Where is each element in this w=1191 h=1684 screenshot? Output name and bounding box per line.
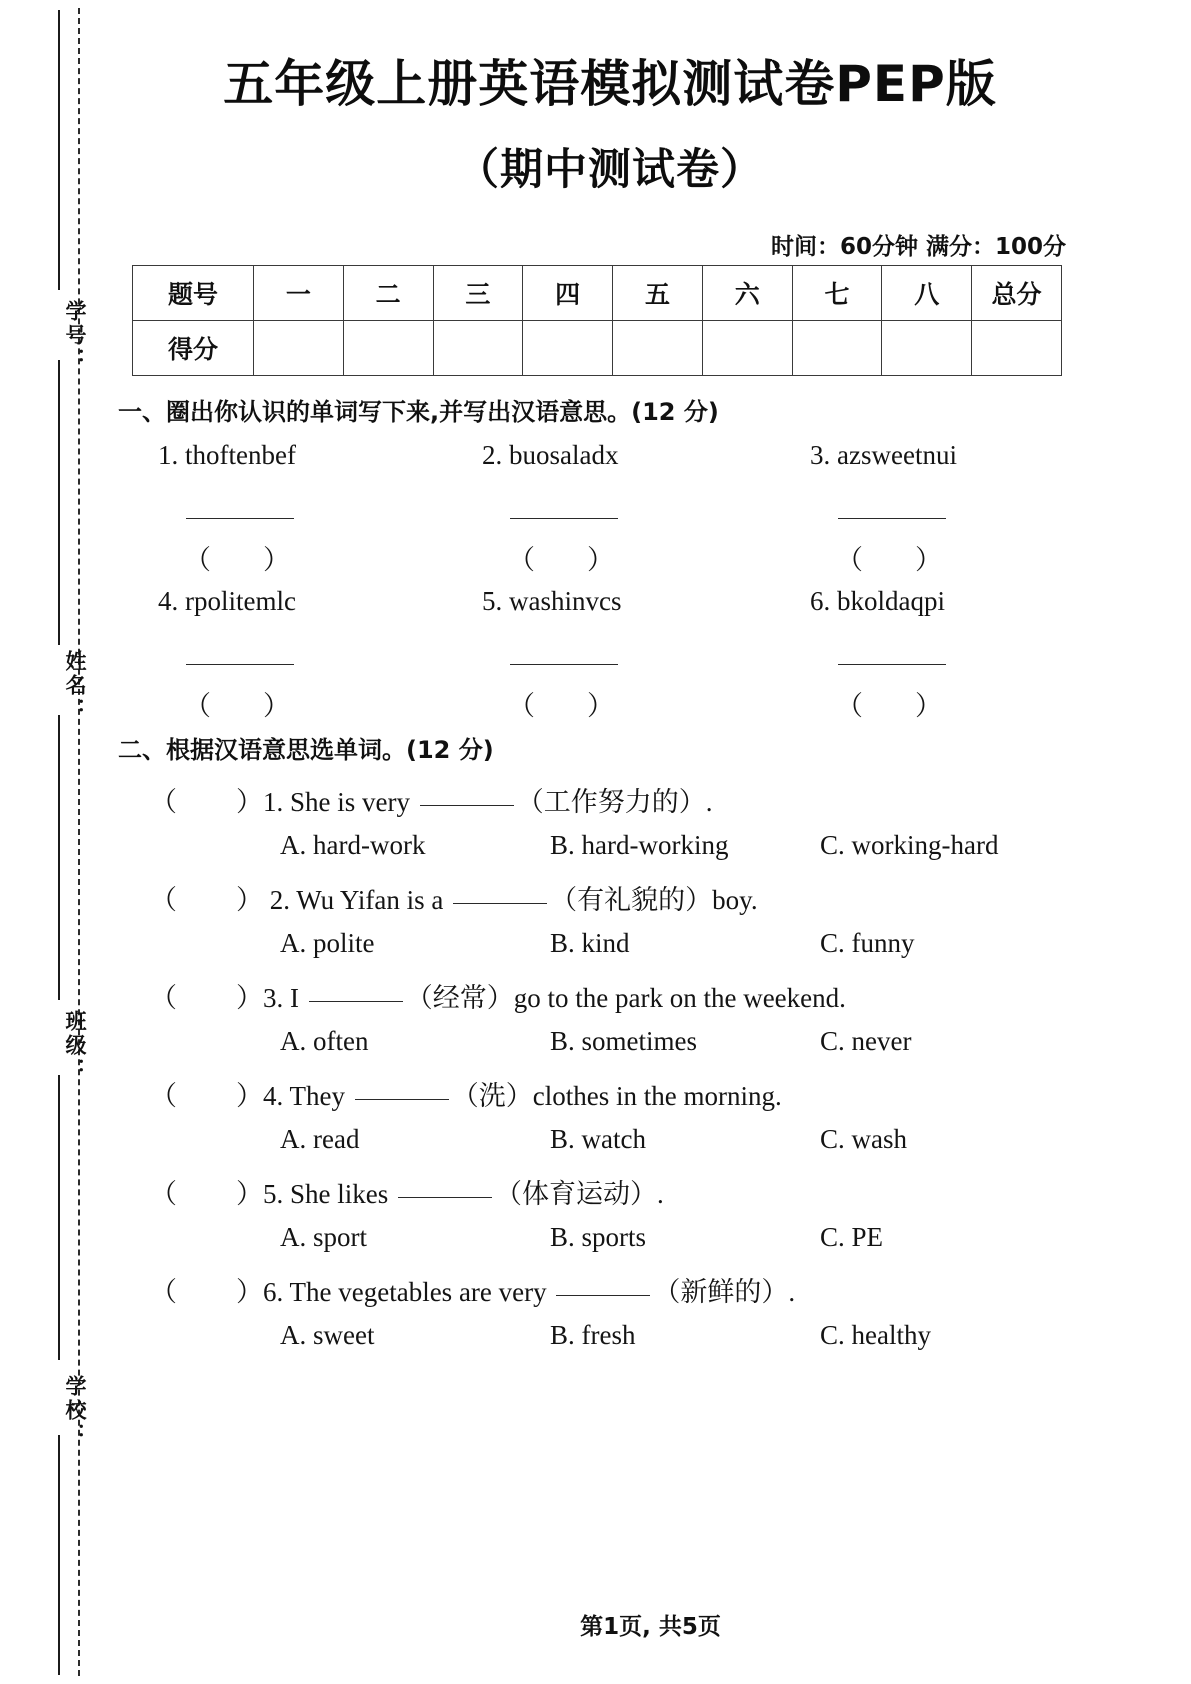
score-cell: 一 [254, 266, 344, 321]
section-2-heading [118, 730, 494, 765]
option-a[interactable]: A. sport [280, 1222, 367, 1252]
seal-segment-5 [58, 1435, 60, 1675]
exam-side-rail [0, 0, 110, 1684]
section-1-points: (12 分) [631, 398, 719, 426]
question-text-pre: The vegetables are very [289, 1277, 554, 1307]
table-row [133, 321, 1062, 376]
answer-choice-paren[interactable]: （ [150, 1081, 177, 1111]
option-a[interactable]: A. polite [280, 928, 375, 958]
question-text-pre: They [289, 1081, 352, 1111]
word-item: 3. azsweetnui [810, 440, 957, 470]
score-input-cell[interactable] [792, 321, 882, 376]
score-cell: 七 [792, 266, 882, 321]
option-b[interactable]: B. sometimes [550, 1026, 697, 1056]
answer-choice-paren[interactable]: （ [150, 1179, 177, 1209]
section-2-points: (12 分) [406, 736, 494, 764]
section-2-title: 二、根据汉语意思选单词。 [118, 736, 406, 764]
option-b[interactable]: B. sports [550, 1222, 647, 1252]
score-input-cell[interactable] [882, 321, 972, 376]
answer-blank[interactable] [510, 517, 618, 519]
exam-meta-info: 时间：60分钟 满分：100分 [770, 234, 1066, 260]
score-cell: 五 [613, 266, 703, 321]
field-school: 学校： [63, 1375, 87, 1447]
question-number: ）4. [236, 1081, 290, 1111]
score-cell: 六 [702, 266, 792, 321]
option-a[interactable]: A. read [280, 1124, 360, 1154]
option-c[interactable]: C. PE [820, 1222, 884, 1252]
table-row [133, 266, 1062, 321]
answer-blank[interactable] [838, 517, 946, 519]
meaning-paren[interactable]: （ ） [836, 545, 942, 575]
question-number: ）5. [236, 1179, 290, 1209]
score-input-cell[interactable] [702, 321, 792, 376]
answer-blank[interactable] [420, 804, 514, 806]
question-2 [150, 878, 758, 917]
question-text-pre: She likes [290, 1179, 395, 1209]
answer-choice-paren[interactable]: （ [150, 983, 177, 1013]
question-text-post: （有礼貌的）boy. [550, 885, 758, 915]
answer-blank[interactable] [355, 1098, 449, 1100]
question-number: ）1. [236, 787, 290, 817]
seal-segment-3 [58, 715, 60, 1000]
option-b[interactable]: B. kind [550, 928, 630, 958]
question-number: ） 2. [236, 885, 297, 915]
meaning-paren[interactable]: （ ） [184, 691, 290, 721]
seal-segment-2 [58, 360, 60, 645]
field-class: 班级： [63, 1010, 87, 1082]
score-cell: 三 [433, 266, 523, 321]
option-c[interactable]: C. wash [820, 1124, 907, 1154]
score-input-cell[interactable] [613, 321, 703, 376]
field-student-name: 姓名： [63, 650, 87, 722]
word-item: 1. thoftenbef [158, 440, 296, 470]
answer-blank[interactable] [186, 517, 294, 519]
question-6 [150, 1270, 795, 1309]
option-a[interactable]: A. often [280, 1026, 369, 1056]
meaning-paren[interactable]: （ ） [508, 545, 614, 575]
question-text-pre: I [290, 983, 306, 1013]
page-footer: 第1页, 共5页 [580, 1614, 721, 1640]
score-cell: 总分 [972, 266, 1062, 321]
word-item: 5. washinvcs [482, 586, 622, 616]
score-input-cell[interactable] [343, 321, 433, 376]
option-c[interactable]: C. working-hard [820, 830, 999, 860]
question-text-post: （工作努力的）. [516, 787, 713, 817]
score-cell: 得分 [133, 321, 254, 376]
exam-page [110, 0, 1191, 1684]
score-table [132, 265, 1062, 376]
score-input-cell[interactable] [523, 321, 613, 376]
score-input-cell[interactable] [254, 321, 344, 376]
word-item: 2. buosaladx [482, 440, 619, 470]
question-number: ）6. [236, 1277, 290, 1307]
answer-blank[interactable] [556, 1294, 650, 1296]
option-c[interactable]: C. funny [820, 928, 915, 958]
answer-blank[interactable] [510, 663, 618, 665]
option-b[interactable]: B. fresh [550, 1320, 636, 1350]
answer-choice-paren[interactable]: （ [150, 1277, 177, 1307]
answer-blank[interactable] [186, 663, 294, 665]
option-b[interactable]: B. watch [550, 1124, 646, 1154]
answer-choice-paren[interactable]: （ [150, 787, 177, 817]
page-title: 五年级上册英语模拟测试卷PEP版 [223, 55, 997, 113]
score-input-cell[interactable] [433, 321, 523, 376]
section-1-heading [118, 392, 719, 427]
score-cell: 题号 [133, 266, 254, 321]
seal-segment-1 [58, 10, 60, 290]
answer-blank[interactable] [838, 663, 946, 665]
page-subtitle: （期中测试卷） [456, 145, 764, 195]
option-a[interactable]: A. hard-work [280, 830, 426, 860]
field-student-number: 学号： [63, 300, 87, 372]
option-a[interactable]: A. sweet [280, 1320, 375, 1350]
word-item: 6. bkoldaqpi [810, 586, 945, 616]
answer-blank[interactable] [453, 902, 547, 904]
meaning-paren[interactable]: （ ） [508, 691, 614, 721]
option-b[interactable]: B. hard-working [550, 830, 729, 860]
section-1-title: 一、圈出你认识的单词写下来,并写出汉语意思。 [118, 398, 632, 426]
answer-blank[interactable] [309, 1000, 403, 1002]
question-number: ）3. [236, 983, 290, 1013]
question-3 [150, 976, 846, 1015]
seal-segment-4 [58, 1075, 60, 1360]
answer-blank[interactable] [398, 1196, 492, 1198]
option-c[interactable]: C. never [820, 1026, 912, 1056]
question-text-post: （新鲜的）. [653, 1277, 796, 1307]
question-text-pre: She is very [290, 787, 417, 817]
meaning-paren[interactable]: （ ） [836, 691, 942, 721]
score-input-cell[interactable] [972, 321, 1062, 376]
question-text-pre: Wu Yifan is a [296, 885, 451, 915]
question-text-post: （体育运动）. [495, 1179, 664, 1209]
meaning-paren[interactable]: （ ） [184, 545, 290, 575]
question-5 [150, 1172, 664, 1211]
question-4 [150, 1074, 782, 1113]
score-cell: 二 [343, 266, 433, 321]
question-text-post: （经常）go to the park on the weekend. [405, 983, 846, 1013]
option-c[interactable]: C. healthy [820, 1320, 931, 1350]
score-cell: 四 [523, 266, 613, 321]
question-1 [150, 780, 712, 819]
score-cell: 八 [882, 266, 972, 321]
answer-choice-paren[interactable]: （ [150, 885, 177, 915]
question-text-post: （洗）clothes in the morning. [451, 1081, 782, 1111]
word-item: 4. rpolitemlc [158, 586, 296, 616]
